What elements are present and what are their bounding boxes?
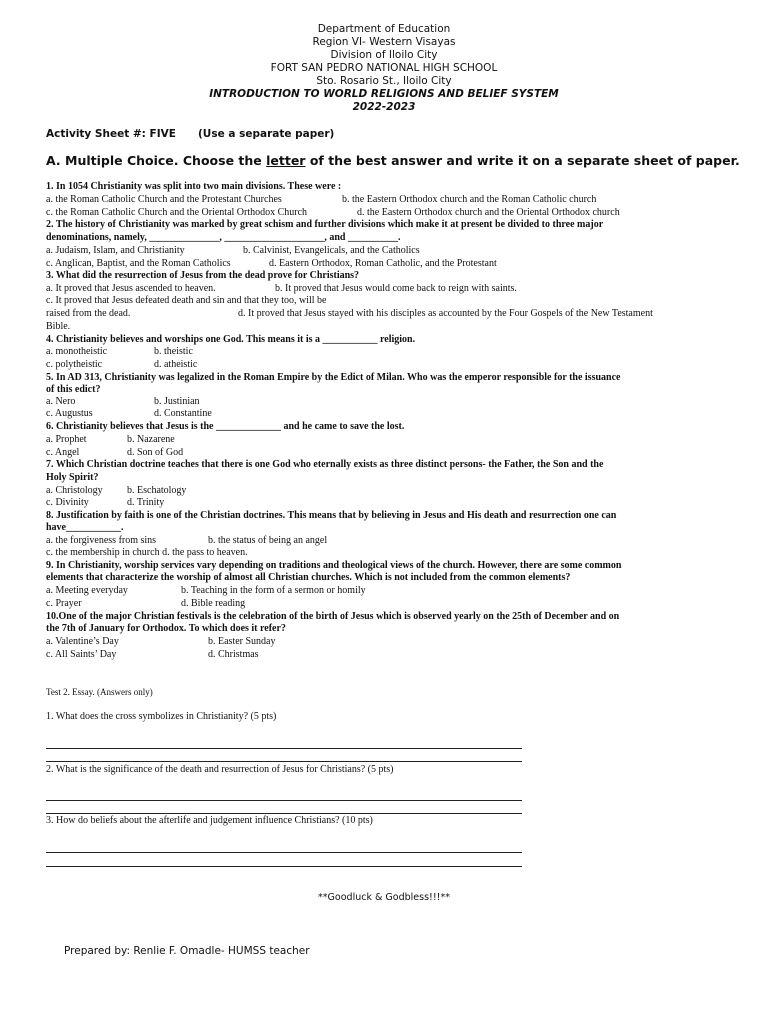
- question-9-option-d: d. Bible reading: [181, 598, 246, 609]
- closing-message: **Goodluck & Godbless!!!**: [318, 892, 450, 903]
- question-10-option-c: c. All Saints’ Day: [46, 649, 117, 660]
- question-1-option-d: d. the Eastern Orthodox church and the Oriental Orthodox church: [357, 207, 620, 218]
- header-address: Sto. Rosario St., Iloilo City: [316, 75, 452, 87]
- answer-line: [46, 866, 522, 867]
- question-2-option-a: a. Judaism, Islam, and Christianity: [46, 245, 185, 256]
- question-7-stem: 7. Which Christian doctrine teaches that there is one God who eternally exists as three distinct persons- the Father, the Son and the: [46, 459, 604, 470]
- answer-line: [46, 813, 522, 814]
- question-3-stem: 3. What did the resurrection of Jesus from the dead prove for Christians?: [46, 270, 360, 281]
- question-6-option-d: d. Son of God: [127, 447, 184, 458]
- question-4-option-a: a. monotheistic: [46, 346, 108, 357]
- answer-line: [46, 761, 522, 762]
- activity-note: (Use a separate paper): [198, 128, 335, 140]
- question-1-stem: 1. In 1054 Christianity was split into two main divisions. These were :: [46, 181, 342, 192]
- essay-item-2: 2. What is the significance of the death and resurrection of Jesus for Christians? (5 pts): [46, 764, 394, 775]
- question-10-stem-continued: the 7th of January for Orthodox. To which does it refer?: [46, 623, 286, 634]
- question-9-option-c: c. Prayer: [46, 598, 82, 609]
- question-4-stem: 4. Christianity believes and worships one God. This means it is a ___________ religion.: [46, 334, 416, 345]
- essay-item-1: 1. What does the cross symbolizes in Christianity? (5 pts): [46, 711, 277, 722]
- answer-line: [46, 800, 522, 801]
- question-6-option-c: c. Angel: [46, 447, 80, 458]
- question-6-option-b: b. Nazarene: [127, 434, 175, 445]
- activity-label: Activity Sheet #: FIVE: [46, 128, 176, 140]
- question-2-option-d: d. Eastern Orthodox, Roman Catholic, and the Protestant: [269, 258, 497, 269]
- header-school: FORT SAN PEDRO NATIONAL HIGH SCHOOL: [270, 62, 498, 74]
- question-8-stem-continued: have___________.: [46, 522, 124, 533]
- course-title: INTRODUCTION TO WORLD RELIGIONS AND BELIEF SYSTEM: [209, 88, 559, 100]
- question-7-option-c: c. Divinity: [46, 497, 89, 508]
- question-9-stem: 9. In Christianity, worship services vary depending on traditions and theological views of the church. However, there are some common: [46, 560, 622, 571]
- question-5-option-c: c. Augustus: [46, 408, 93, 419]
- question-2-option-b: b. Calvinist, Evangelicals, and the Catholics: [243, 245, 420, 256]
- section-a-instructions: A. Multiple Choice. Choose the letter of the best answer and write it on a separate sheet of paper.: [46, 153, 740, 168]
- essay-item-3: 3. How do beliefs about the afterlife and judgement influence Christians? (10 pts): [46, 815, 373, 826]
- question-1-option-b: b. the Eastern Orthodox church and the Roman Catholic church: [342, 194, 597, 205]
- question-2-stem: 2. The history of Christianity was marked by great schism and further divisions which make it at present be divided to three major: [46, 219, 604, 230]
- prepared-by: Prepared by: Renlie F. Omadle- HUMSS teacher: [64, 945, 310, 957]
- header-region: Region VI- Western Visayas: [312, 36, 456, 48]
- question-2-option-c: c. Anglican, Baptist, and the Roman Catholics: [46, 258, 231, 269]
- test-2-heading: Test 2. Essay. (Answers only): [46, 687, 153, 697]
- question-7-stem-continued: Holy Spirit?: [46, 472, 99, 483]
- question-5-option-d: d. Constantine: [154, 408, 212, 419]
- question-10-option-b: b. Easter Sunday: [208, 636, 276, 647]
- question-3-option-c: c. It proved that Jesus defeated death and sin and that they too, will be: [46, 295, 327, 306]
- question-1-option-c: c. the Roman Catholic Church and the Oriental Orthodox Church: [46, 207, 308, 218]
- question-5-option-a: a. Nero: [46, 396, 76, 407]
- question-5-stem: 5. In AD 313, Christianity was legalized in the Roman Empire by the Edict of Milan. Who was the emperor responsible for the issuance: [46, 372, 621, 383]
- question-6-stem: 6. Christianity believes that Jesus is the _____________ and he came to save the lost.: [46, 421, 405, 432]
- question-10-option-a: a. Valentine’s Day: [46, 636, 119, 647]
- question-7-option-d: d. Trinity: [127, 497, 165, 508]
- question-3-option-a: a. It proved that Jesus ascended to heaven.: [46, 283, 216, 294]
- question-3-option-c-continued: raised from the dead.: [46, 308, 131, 319]
- school-year: 2022-2023: [352, 101, 416, 113]
- question-1-option-a: a. the Roman Catholic Church and the Protestant Churches: [46, 194, 282, 205]
- question-4-option-c: c. polytheistic: [46, 359, 103, 370]
- question-7-option-a: a. Christology: [46, 485, 103, 496]
- question-3-option-d-continued: Bible.: [46, 321, 71, 332]
- question-2-stem-continued: denominations, namely, ______________, ____________________, and __________.: [46, 232, 401, 243]
- question-3-option-b: b. It proved that Jesus would come back to reign with saints.: [275, 283, 517, 294]
- answer-line: [46, 748, 522, 749]
- question-4-option-b: b. theistic: [154, 346, 193, 357]
- question-6-option-a: a. Prophet: [46, 434, 87, 445]
- question-4-option-d: d. atheistic: [154, 359, 198, 370]
- question-8-option-a: a. the forgiveness from sins: [46, 535, 157, 546]
- question-5-stem-continued: of this edict?: [46, 384, 101, 395]
- question-9-stem-continued: elements that characterize the worship of almost all Christian churches. Which is not included from the common elements?: [46, 572, 571, 583]
- question-8-option-b: b. the status of being an angel: [208, 535, 328, 546]
- question-10-stem: 10.One of the major Christian festivals is the celebration of the birth of Jesus which is observed yearly on the 25th of December and on: [46, 611, 620, 622]
- header-department: Department of Education: [317, 23, 451, 35]
- question-8-option-c-d: c. the membership in church d. the pass to heaven.: [46, 547, 248, 558]
- answer-line: [46, 852, 522, 853]
- question-9-option-a: a. Meeting everyday: [46, 585, 128, 596]
- question-7-option-b: b. Eschatology: [127, 485, 187, 496]
- question-8-stem: 8. Justification by faith is one of the Christian doctrines. This means that by believing in Jesus and His death and resurrection one can: [46, 510, 617, 521]
- header-division: Division of Iloilo City: [330, 49, 438, 61]
- question-3-option-d: d. It proved that Jesus stayed with his disciples as accounted by the Four Gospels of the New Testament: [238, 308, 653, 319]
- question-10-option-d: d. Christmas: [208, 649, 259, 660]
- question-9-option-b: b. Teaching in the form of a sermon or homily: [181, 585, 366, 596]
- question-5-option-b: b. Justinian: [154, 396, 200, 407]
- underlined-letter: letter: [266, 153, 306, 168]
